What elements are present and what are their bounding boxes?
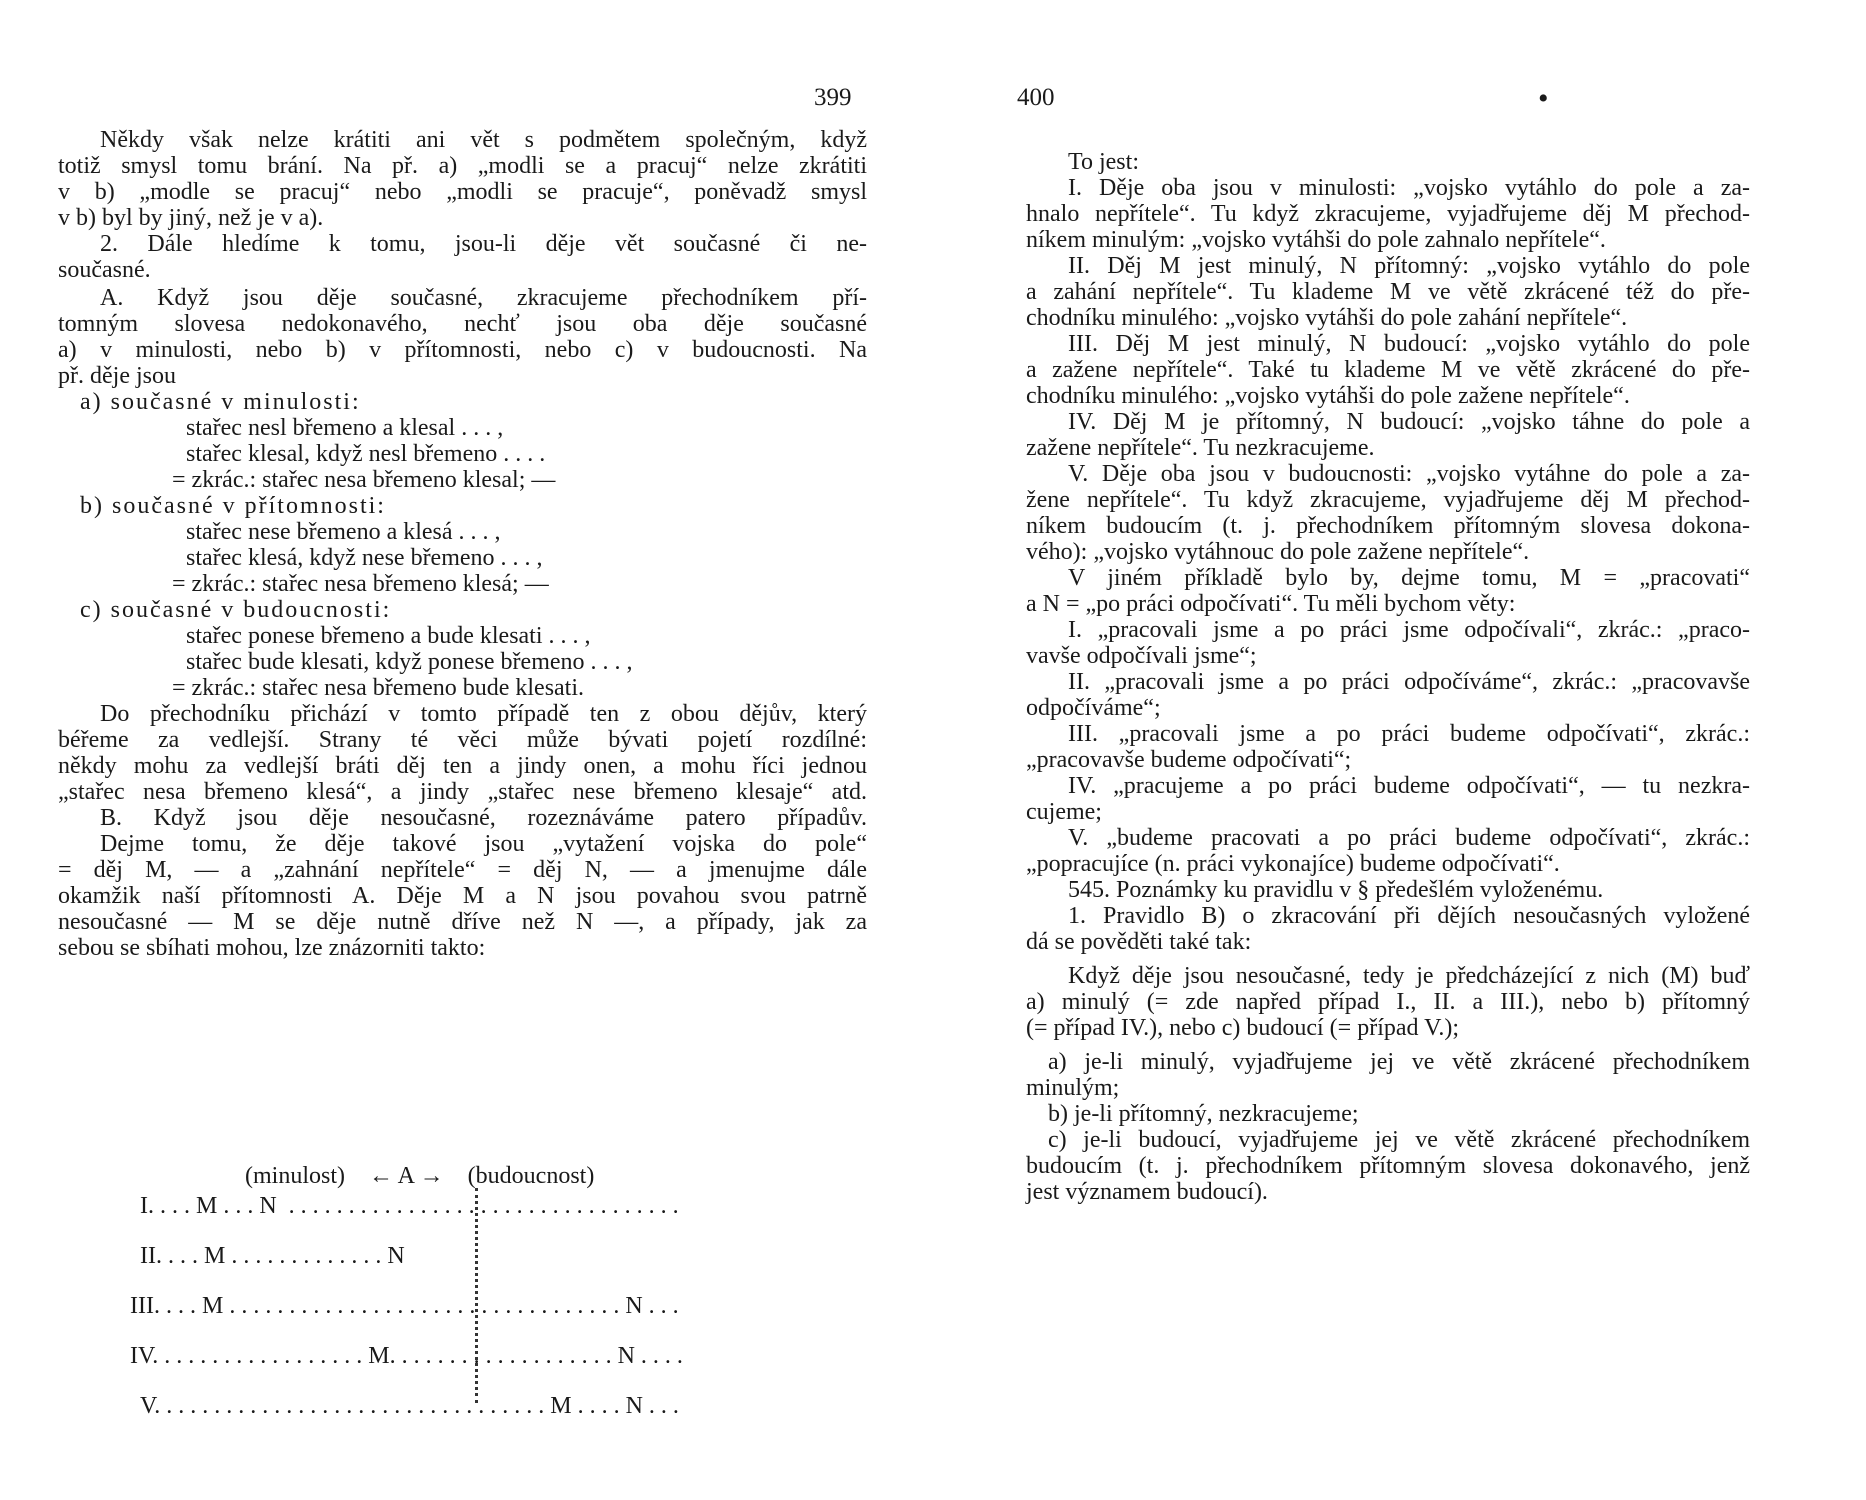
text-line: Do přechodníku přichází v tomto případě ten z obou dějův, který (100, 701, 867, 727)
text-line: = děj M, — a „zahnání nepřítele“ = děj N, — a jmenujme dále (58, 857, 867, 883)
text-line: „popracujíce (n. práci vykonajíce) budeme odpočívati“. (1026, 851, 1560, 877)
text-line: b) je-li přítomný, nezkracujeme; (1048, 1101, 1359, 1127)
text-line: nesoučasné — M se děje nutně dříve než N —, a případy, jak za (58, 909, 867, 935)
diagram-row: I. . . . M . . . N . . . . . . . . . . . . . . . . . . . . . . . . . . . . . . . . . (140, 1193, 679, 1219)
page-number: 399 (814, 84, 852, 111)
diagram-row: V. . . . . . . . . . . . . . . . . . . . . . . . . . . . . . . . . M . . . . N . . . (140, 1393, 679, 1419)
text-line: a zahání nepřítele“. Tu klademe M ve větě zkrácené též do pře- (1026, 279, 1750, 305)
diagram-header: (minulost) ← A → (budoucnost) (245, 1163, 595, 1189)
text-line: V. „budeme pracovati a po práci budeme odpočívati“, zkrác.: (1068, 825, 1750, 851)
diagram-row: II. . . . M . . . . . . . . . . . . . N (140, 1243, 405, 1269)
text-line: př. děje jsou (58, 363, 176, 389)
text-line: odpočíváme“; (1026, 695, 1161, 721)
text-line: hnalo nepřítele“. Tu když zkracujeme, vyjadřujeme děj M přechod- (1026, 201, 1750, 227)
text-line: 1. Pravidlo B) o zkracování při dějích nesoučasných vyložené (1068, 903, 1750, 929)
text-line: III. „pracovali jsme a po práci budeme odpočívati“, zkrác.: (1068, 721, 1750, 747)
page-number: 400 (1017, 84, 1055, 111)
text-line: chodníku minulého: „vojsko vytáhši do pole zahání nepřítele“. (1026, 305, 1628, 331)
text-line: = zkrác.: stařec nesa břemeno klesá; — (172, 571, 549, 597)
text-line: vého): „vojsko vytáhnouc do pole zažene nepřítele“. (1026, 539, 1530, 565)
text-line: vavše odpočívali jsme“; (1026, 643, 1257, 669)
right-page (933, 0, 1866, 1500)
text-line: sebou se sbíhati mohou, lze znázorniti takto: (58, 935, 486, 961)
text-line: „pracovavše budeme odpočívati“; (1026, 747, 1352, 773)
text-line: = zkrác.: stařec nesa břemeno klesal; — (172, 467, 556, 493)
text-line: v b) „modle se pracuj“ nebo „modli se pracuje“, poněvadž smysl (58, 179, 867, 205)
text-line: budoucím (t. j. přechodníkem přítomným slovesa dokonavého, jenž (1026, 1153, 1750, 1179)
text-line: jest významem budoucí). (1026, 1179, 1268, 1205)
text-line: a) je-li minulý, vyjadřujeme jej ve větě zkrácené přechodníkem (1048, 1049, 1750, 1075)
text-line: níkem budoucím (t. j. přechodníkem přítomným slovesa dokona- (1026, 513, 1750, 539)
text-line: II. „pracovali jsme a po práci odpočíváme“, zkrác.: „pracovavše (1068, 669, 1750, 695)
text-line: = zkrác.: stařec nesa břemeno bude klesati. (172, 675, 585, 701)
text-line: III. Děj M jest minulý, N budoucí: „vojsko vytáhlo do pole (1068, 331, 1750, 357)
text-line: okamžik naší přítomnosti A. Děje M a N jsou povahou svou patrně (58, 883, 867, 909)
text-line: dá se pověděti také tak: (1026, 929, 1252, 955)
text-line: Někdy však nelze krátiti ani vět s podmětem společným, když (100, 127, 867, 153)
text-line: stařec bude klesati, když ponese břemeno . . . , (186, 649, 633, 675)
text-line: žene nepřítele“. Tu když zkracujeme, vyjadřujeme děj M přechod- (1026, 487, 1750, 513)
text-line: zažene nepřítele“. Tu nezkracujeme. (1026, 435, 1375, 461)
text-line: stařec nesl břemeno a klesal . . . , (186, 415, 504, 441)
text-line: c) je-li budoucí, vyjadřujeme jej ve větě zkrácené přechodníkem (1048, 1127, 1750, 1153)
text-line: a N = „po práci odpočívati“. Tu měli bychom věty: (1026, 591, 1516, 617)
text-line: stařec klesá, když nese břemeno . . . , (186, 545, 543, 571)
text-line: A. Když jsou děje současné, zkracujeme přechodníkem pří- (100, 285, 867, 311)
text-line: minulým; (1026, 1075, 1120, 1101)
text-line: současné. (58, 257, 151, 283)
text-line: IV. Děj M je přítomný, N budoucí: „vojsko táhne do pole a (1068, 409, 1750, 435)
text-line: stařec nese břemeno a klesá . . . , (186, 519, 501, 545)
text-line: a) v minulosti, nebo b) v přítomnosti, nebo c) v budoucnosti. Na (58, 337, 867, 363)
section-heading: 545. Poznámky ku pravidlu v § předešlém vyloženému. (1068, 877, 1604, 903)
text-line: totiž smysl tomu brání. Na př. a) „modli se a pracuj“ nelze zkrátiti (58, 153, 867, 179)
text-line: To jest: (1068, 149, 1139, 175)
text-line: (= případ IV.), nebo c) budoucí (= případ V.); (1026, 1015, 1459, 1041)
text-line: Když děje jsou nesoučasné, tedy je předcházející z nich (M) buď (1068, 963, 1750, 989)
text-line: V jiném příkladě bylo by, dejme tomu, M = „pracovati“ (1068, 565, 1750, 591)
text-line: někdy mohu za vedlejší bráti děj ten a jindy onen, a mohu říci jednou (58, 753, 867, 779)
text-line: Dejme tomu, že děje takové jsou „vytažení vojska do pole“ (100, 831, 867, 857)
stray-dot: • (1538, 82, 1549, 115)
text-line: I. Děje oba jsou v minulosti: „vojsko vytáhlo do pole a za- (1068, 175, 1750, 201)
text-line: stařec ponese břemeno a bude klesati . . . , (186, 623, 591, 649)
text-line: I. „pracovali jsme a po práci jsme odpočívali“, zkrác.: „praco- (1068, 617, 1750, 643)
text-line: cujeme; (1026, 799, 1102, 825)
text-line: tomným slovesa nedokonavého, nechť jsou oba děje současné (58, 311, 867, 337)
text-line: IV. „pracujeme a po práci budeme odpočívati“, — tu nezkra- (1068, 773, 1750, 799)
text-line: stařec klesal, když nesl břemeno . . . . (186, 441, 546, 467)
text-line: a) minulý (= zde napřed případ I., II. a III.), nebo b) přítomný (1026, 989, 1750, 1015)
text-line: a zažene nepřítele“. Také tu klademe M ve větě zkrácené do pře- (1026, 357, 1750, 383)
text-line: béřeme za vedlejší. Strany té věci může bývati pojetí rozdílné: (58, 727, 867, 753)
diagram-row: III. . . . M . . . . . . . . . . . . . . . . . . . . . . . . . . . . . . . . . N . . . (130, 1293, 679, 1319)
text-line: v b) byl by jiný, než je v a). (58, 205, 324, 231)
text-line: c) současné v budoucnosti: (80, 597, 392, 623)
text-line: V. Děje oba jsou v budoucnosti: „vojsko vytáhne do pole a za- (1068, 461, 1750, 487)
text-line: II. Děj M jest minulý, N přítomný: „vojsko vytáhlo do pole (1068, 253, 1750, 279)
text-line: chodníku minulého: „vojsko vytáhši do pole zažene nepřítele“. (1026, 383, 1630, 409)
text-line: 2. Dále hledíme k tomu, jsou-li děje vět současné či ne- (100, 231, 867, 257)
text-line: níkem minulým: „vojsko vytáhši do pole zahnalo nepřítele“. (1026, 227, 1606, 253)
text-line: b) současné v přítomnosti: (80, 493, 386, 519)
text-line: B. Když jsou děje nesoučasné, rozeznáváme patero případův. (100, 805, 867, 831)
text-line: „stařec nesa břemeno klesá“, a jindy „stařec nese břemeno klesaje“ atd. (58, 779, 867, 805)
text-line: a) současné v minulosti: (80, 389, 361, 415)
diagram-row: IV. . . . . . . . . . . . . . . . . . M. . . . . . . . . . . . . . . . . . . N . . . . (130, 1343, 683, 1369)
